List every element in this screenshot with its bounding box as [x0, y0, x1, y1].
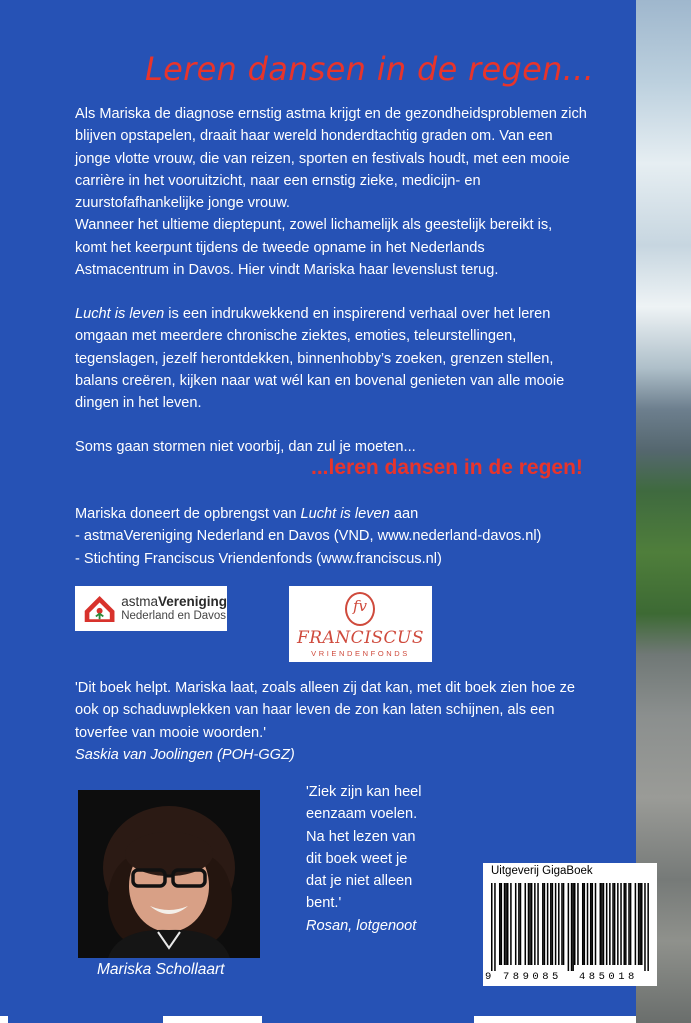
barcode-bar [620, 883, 622, 965]
barcode-bar [590, 883, 592, 965]
book-title: Lucht is leven [75, 306, 165, 322]
barcode-bar [587, 883, 589, 965]
quote-author: Saskia van Joolingen (POH-GGZ) [75, 746, 295, 763]
donation-item: - Stichting Franciscus Vriendenfonds (www.franciscus.nl) [75, 550, 442, 567]
barcode-bar [531, 883, 533, 965]
barcode-bar [571, 883, 573, 971]
barcode-bar [507, 883, 509, 965]
text-line: eenzaam voelen. [306, 806, 418, 823]
barcode-bar [537, 883, 539, 965]
intro-paragraph [75, 103, 615, 281]
text-line: jonge vlotte vrouw, die van reizen, sporten en festivals houdt, met een mooie [75, 150, 570, 167]
barcode-bar [561, 883, 563, 965]
barcode-bar [644, 883, 646, 971]
text-line: Na het lezen van [306, 828, 416, 845]
text-line: zuurstofafhankelijke jonge vrouw. [75, 195, 290, 212]
barcode-bar [563, 883, 565, 965]
logo-astma-prefix: astma [121, 593, 158, 609]
quote-author: Rosan, lotgenoot [306, 917, 417, 934]
barcode-bar [638, 883, 640, 965]
isbn-barcode [483, 863, 657, 986]
barcode-bar [612, 883, 614, 965]
barcode-bar [600, 883, 602, 965]
barcode-bar [491, 883, 493, 971]
barcode-bar [510, 883, 512, 965]
text-line: bent.' [306, 895, 342, 912]
donation-intro: Mariska doneert de opbrengst van [75, 506, 301, 522]
barcode-bar [525, 883, 527, 965]
text-line: toverfee van mooie woorden.' [75, 724, 266, 741]
barcode-bar [609, 883, 611, 965]
review-quote-2 [306, 781, 466, 937]
franciscus-vriendenfonds-logo [289, 586, 432, 662]
barcode-digits-left: 789085 [503, 971, 562, 983]
barcode-bar [504, 883, 506, 965]
barcode-bar [568, 883, 570, 971]
text-line: blijven opstapelen, draait haar wereld honderdtachtig graden om. Van een [75, 128, 553, 145]
text-line: ook op schaduwplekken van haar leven de zon kan laten schijnen, als een [75, 702, 555, 719]
barcode-bar [494, 883, 496, 971]
barcode-bar [499, 883, 501, 965]
text-line [75, 303, 615, 325]
storms-line: Soms gaan stormen niet voorbij, dan zul je moeten... [75, 439, 416, 455]
barcode-bar [625, 883, 627, 965]
publisher-name: Uitgeverij GigaBoek [491, 865, 593, 877]
barcode-bar [547, 883, 549, 965]
barcode-bar [550, 883, 552, 965]
barcode-bars [491, 883, 649, 971]
text-line: 'Ziek zijn kan heel [306, 784, 422, 800]
barcode-digits-right: 485018 [579, 971, 638, 983]
description-paragraph [75, 303, 615, 414]
barcode-bar [505, 883, 507, 965]
barcode-bar [639, 883, 641, 965]
barcode-bar [552, 883, 554, 965]
logo-astma-subtitle: Nederland en Davos [121, 609, 227, 622]
bottom-edge [0, 1016, 636, 1023]
text-line: dat je niet alleen [306, 873, 413, 890]
donation-paragraph [75, 503, 615, 570]
barcode-bar [641, 883, 643, 965]
barcode-bar [534, 883, 536, 965]
barcode-bar [635, 883, 637, 965]
barcode-bar [595, 883, 597, 965]
barcode-bar [518, 883, 520, 965]
barcode-digit-first: 9 [485, 971, 492, 983]
barcode-bar [592, 883, 594, 965]
barcode-bar [617, 883, 619, 965]
text-line: Wanneer het ultieme dieptepunt, zowel lichamelijk als geestelijk bereikt is, [75, 217, 553, 234]
book-title: Lucht is leven [300, 506, 390, 522]
author-photo [78, 790, 260, 958]
logo-astma-bold: Vereniging [157, 593, 227, 609]
franciscus-name: FRANCISCUS [296, 628, 425, 648]
text-line: 'Dit boek helpt. Mariska laat, zoals alleen zij dat kan, met dit boek zien hoe ze [75, 680, 576, 696]
barcode-bar [544, 883, 546, 965]
donation-intro-after: aan [389, 506, 419, 522]
barcode-bar [528, 883, 530, 965]
barcode-bar [623, 883, 625, 965]
text-line: tegenslagen, jezelf herontdekken, binnenhobby’s zoeken, grenzen stellen, [75, 350, 554, 367]
barcode-bar [582, 883, 584, 965]
barcode-bar [529, 883, 531, 965]
text-line: Als Mariska de diagnose ernstig astma krijgt en de gezondheidsproblemen zich [75, 106, 587, 122]
barcode-bar [572, 883, 574, 971]
author-portrait-icon [78, 790, 260, 958]
astma-house-icon [81, 589, 118, 629]
cover-heading: Leren dansen in de regen... [145, 50, 595, 88]
text-line: balans creëren, kijken naar wat wél kan en bovenal genieten van alle mooie [75, 372, 565, 389]
barcode-bar [584, 883, 586, 965]
barcode-bar [614, 883, 616, 965]
barcode-bar [555, 883, 557, 965]
text-line: omgaan met meerdere chronische ziektes, emoties, teleurstellingen, [75, 328, 517, 345]
astma-vereniging-logo [75, 586, 227, 631]
barcode-bar [515, 883, 517, 965]
text-line: carrière in het vooruitzicht, naar een ernstig zieke, medicijn- en [75, 172, 481, 189]
text-line [75, 503, 615, 525]
franciscus-monogram-letters: fv [352, 597, 368, 615]
barcode-bar [520, 883, 522, 965]
barcode-bar [647, 883, 649, 971]
barcode-bar [606, 883, 608, 965]
barcode-bar [628, 883, 630, 965]
franciscus-subtitle: VRIENDENFONDS [311, 649, 410, 658]
barcode-bar [542, 883, 544, 965]
photo-caption: Mariska Schollaart [97, 961, 225, 978]
review-quote-1 [75, 677, 620, 766]
barcode-bar [577, 883, 579, 965]
text-line: Astmacentrum in Davos. Hier vindt Mariska haar levenslust terug. [75, 262, 499, 279]
text-line: dit boek weet je [306, 850, 408, 867]
text-line: komt het keerpunt tijdens de tweede opname in het Nederlands [75, 239, 485, 256]
barcode-bar [574, 883, 576, 965]
barcode-bar [558, 883, 560, 965]
donation-item: - astmaVereniging Nederland en Davos (VND, www.nederland-davos.nl) [75, 528, 542, 545]
barcode-bar [501, 883, 503, 965]
tagline: ...leren dansen in de regen! [311, 456, 583, 479]
barcode-bar [603, 883, 605, 965]
barcode-bar [601, 883, 603, 965]
text-line: dingen in het leven. [75, 395, 202, 412]
description-first-line: is een indrukwekkend en inspirerend verhaal over het leren [164, 306, 551, 322]
barcode-bar [630, 883, 632, 965]
